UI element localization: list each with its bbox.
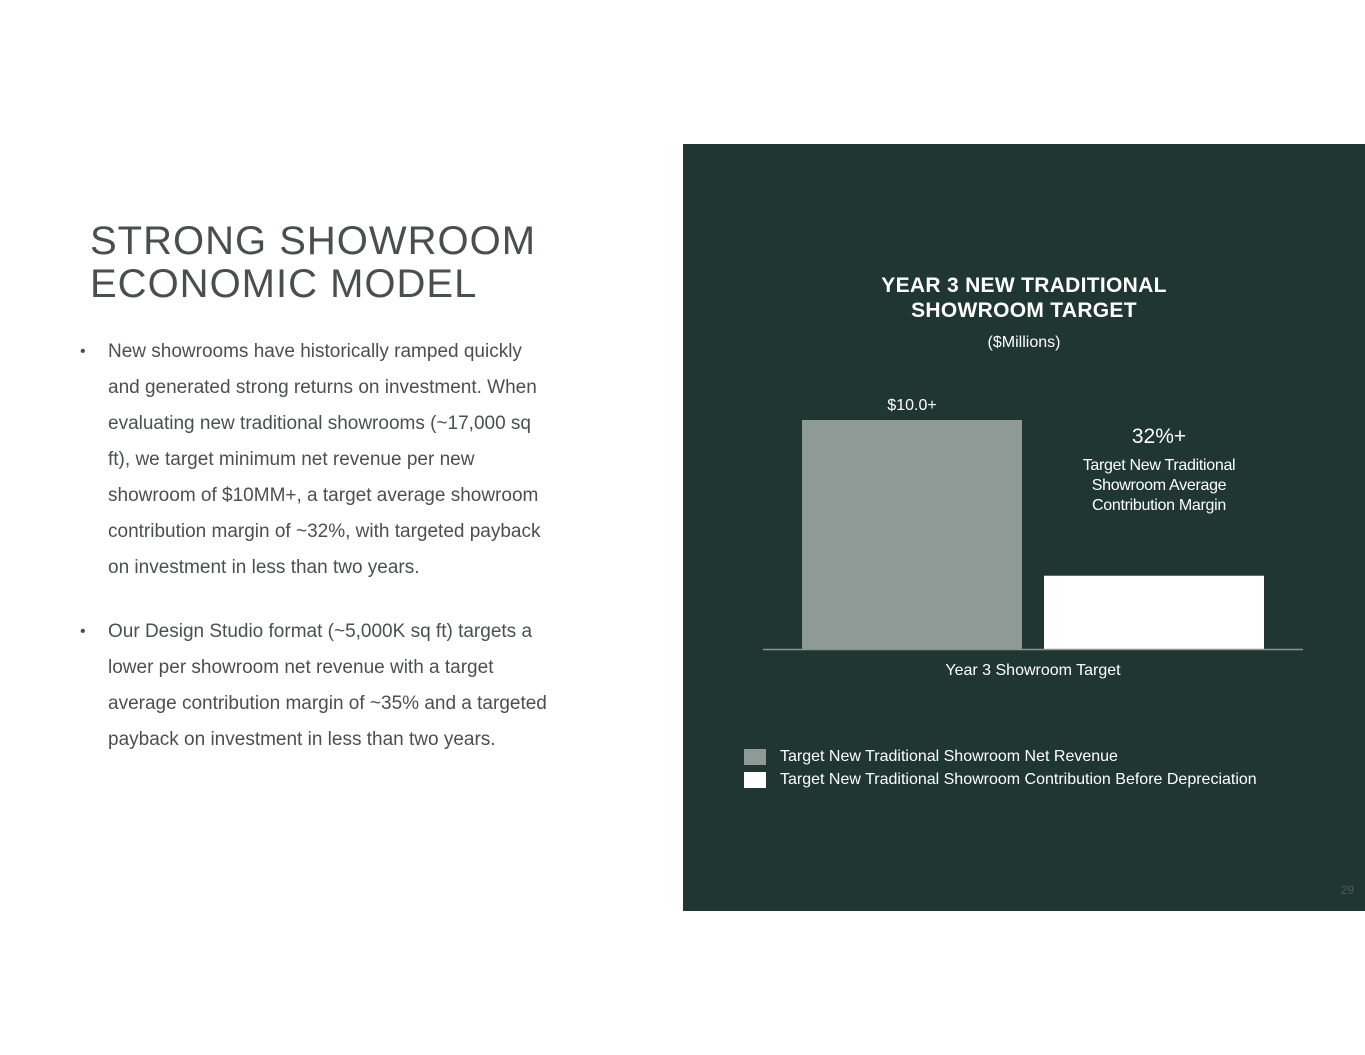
- legend-label-net-revenue: Target New Traditional Showroom Net Revenue: [780, 747, 1118, 765]
- bar-net-revenue: [802, 420, 1022, 649]
- bullet-list: [80, 334, 550, 758]
- bullet-item: [80, 614, 550, 758]
- chart-title-line-1: YEAR 3 NEW TRADITIONAL: [881, 274, 1167, 297]
- bullet-text: Our Design Studio format (~5,000K sq ft) targets a lower per showroom net revenue with a target average contribution margin of ~35% and a targeted payback on investment in less than two years.: [108, 621, 547, 750]
- slide-title-line-1: STRONG SHOWROOM: [90, 219, 537, 263]
- legend-item-contribution: [744, 768, 1257, 791]
- bullet-marker: •: [80, 623, 86, 640]
- bullet-marker: •: [80, 343, 86, 360]
- chart-legend: [744, 745, 1257, 791]
- slide-title-line-2: ECONOMIC MODEL: [90, 262, 478, 306]
- slide-title: [90, 220, 650, 306]
- bullet-text: New showrooms have historically ramped quickly and generated strong returns on investment. When evaluating new traditional showrooms (~17,000 sq ft), we target minimum net revenue per new showroom of $10MM+, a target average showroom contribution margin of ~32%, with targeted payback on investment in less than two years.: [108, 341, 541, 578]
- margin-annotation: [1068, 424, 1250, 516]
- legend-swatch-net-revenue: [744, 749, 766, 765]
- bullet-item: [80, 334, 550, 586]
- bar-contribution: [1044, 576, 1264, 649]
- legend-swatch-contribution: [744, 772, 766, 788]
- x-axis-label: Year 3 Showroom Target: [945, 662, 1121, 679]
- bar-data-label: $10.0+: [887, 397, 937, 414]
- chart-subtitle: ($Millions): [987, 334, 1061, 351]
- chart-panel: [683, 144, 1365, 911]
- page-number: 29: [1340, 883, 1354, 897]
- legend-item-net-revenue: [744, 745, 1257, 768]
- bar-chart: [683, 144, 1365, 911]
- legend-label-contribution: Target New Traditional Showroom Contribution Before Depreciation: [780, 770, 1257, 788]
- chart-title-line-2: SHOWROOM TARGET: [911, 299, 1137, 322]
- margin-annotation-label: Target New Traditional Showroom Average Contribution Margin: [1082, 457, 1236, 514]
- margin-annotation-value: 32%+: [1131, 425, 1187, 448]
